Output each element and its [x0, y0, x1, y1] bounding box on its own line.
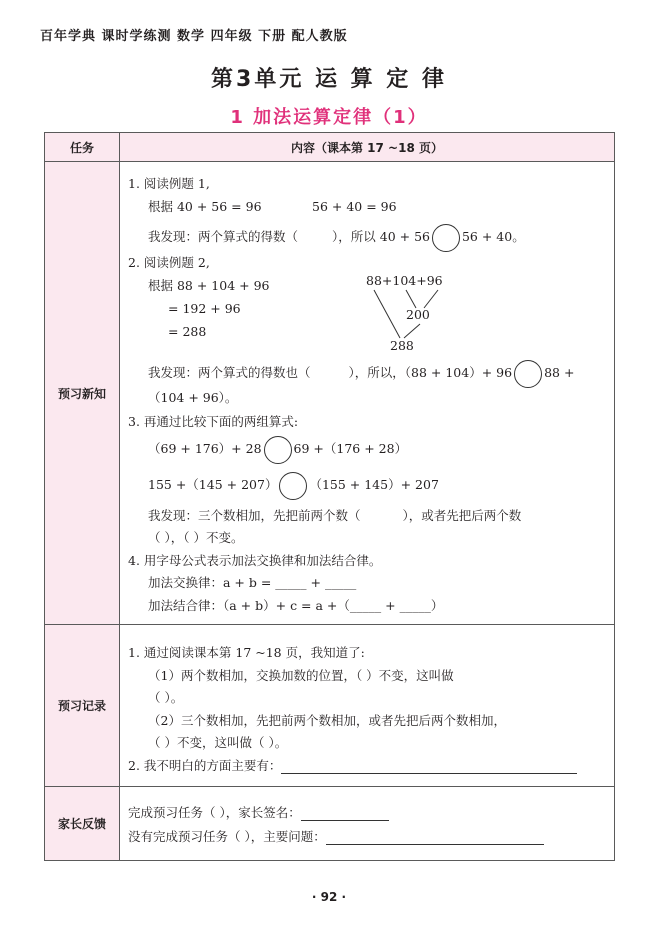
record-line-5: （ ）不变，这叫做（ ）。: [148, 735, 288, 750]
q3-eq2-b: （155 + 145）+ 207: [309, 477, 439, 492]
preview-content: [120, 162, 615, 625]
unclear-points-field[interactable]: [281, 761, 577, 774]
book-header: 百年学典 课时学练测 数学 四年级 下册 配人教版: [40, 29, 348, 44]
answer-circle[interactable]: [514, 360, 542, 388]
feedback-line-1-text: 完成预习任务（ ），家长签名：: [128, 805, 301, 820]
q2-tree-top: 88+104+96: [366, 273, 443, 288]
q2-eq-a: 根据 88 + 104 + 96: [148, 278, 270, 293]
q2-find-a: 我发现：两个算式的得数也（: [148, 365, 311, 380]
q4-title: 4. 用字母公式表示加法交换律和加法结合律。: [128, 553, 382, 568]
tree-lines: [360, 286, 460, 346]
q3-find-b: ），或者先把后两个数: [402, 508, 522, 523]
q1-title: 1. 阅读例题 1,: [128, 176, 210, 191]
q1-find-b: ），所以 40 + 56: [332, 229, 430, 244]
feedback-content: [120, 787, 615, 861]
q2-tree-mid: 200: [406, 307, 430, 322]
q2-find-d: （104 + 96）。: [148, 390, 238, 405]
q2-tree-bot: 288: [390, 338, 414, 353]
answer-circle[interactable]: [432, 224, 460, 252]
q3-eq1-a: （69 + 176）+ 28: [148, 441, 262, 456]
feedback-line-2: [128, 829, 544, 845]
main-problem-field[interactable]: [326, 832, 544, 845]
q3-eq1-b: 69 +（176 + 28）: [293, 441, 408, 456]
lesson-title: 1 加法运算定律（1）: [230, 107, 428, 128]
row-label-preview: 预习新知: [45, 162, 120, 625]
record-line-2: （1）两个数相加，交换加数的位置，（ ）不变，这叫做: [148, 668, 454, 683]
feedback-line-1: [128, 805, 389, 821]
q2-eq-b: = 192 + 96: [168, 301, 241, 316]
q1-eq-a: 根据 40 + 56 = 96: [148, 199, 262, 214]
unit-title: 第3单元 运 算 定 律: [211, 67, 447, 92]
col-header-task: 任务: [45, 133, 120, 162]
record-line-6-text: 2. 我不明白的方面主要有：: [128, 758, 282, 773]
feedback-line-2-text: 没有完成预习任务（ ），主要问题：: [128, 829, 326, 844]
q2-title: 2. 阅读例题 2,: [128, 255, 210, 270]
answer-circle[interactable]: [264, 436, 292, 464]
q4-law2: 加法结合律：（a + b）+ c = a +（_____ + _____）: [148, 598, 444, 613]
parent-signature-field[interactable]: [301, 808, 389, 821]
row-label-feedback: 家长反馈: [45, 787, 120, 861]
record-content: [120, 625, 615, 787]
row-label-record: 预习记录: [45, 625, 120, 787]
page-number: · 92 ·: [311, 890, 347, 904]
q3-eq1: [148, 434, 407, 464]
record-line-3: （ ）。: [148, 690, 184, 705]
task-table: [44, 132, 615, 861]
q3-find-c: （ ），（ ）不变。: [148, 530, 244, 545]
q2-find-b: ），所以，（88 + 104）+ 96: [348, 365, 513, 380]
q4-law1: 加法交换律：a + b = _____ + _____: [148, 575, 357, 590]
q2-find: [148, 358, 574, 388]
record-line-4: （2）三个数相加，先把前两个数相加，或者先把后两个数相加，: [148, 713, 506, 728]
answer-circle[interactable]: [279, 472, 307, 500]
q1-eq-b: 56 + 40 = 96: [312, 199, 397, 214]
q1-find: [148, 222, 525, 252]
q1-find-c: 56 + 40。: [461, 229, 525, 244]
q1-find-a: 我发现：两个算式的得数（: [148, 229, 299, 244]
q2-eq-c: = 288: [168, 324, 207, 339]
q3-title: 3. 再通过比较下面的两组算式:: [128, 414, 299, 429]
col-header-content: 内容（课本第 17 ~18 页）: [120, 133, 615, 162]
q3-find-line1: [148, 508, 521, 524]
q3-eq2: [148, 470, 439, 500]
record-line-6: [128, 758, 577, 774]
q3-find-a: 我发现：三个数相加，先把前两个数（: [148, 508, 361, 523]
record-line-1: 1. 通过阅读课本第 17 ~18 页，我知道了:: [128, 645, 365, 660]
q2-find-c: 88 +: [544, 365, 575, 380]
q3-eq2-a: 155 +（145 + 207）: [148, 477, 278, 492]
